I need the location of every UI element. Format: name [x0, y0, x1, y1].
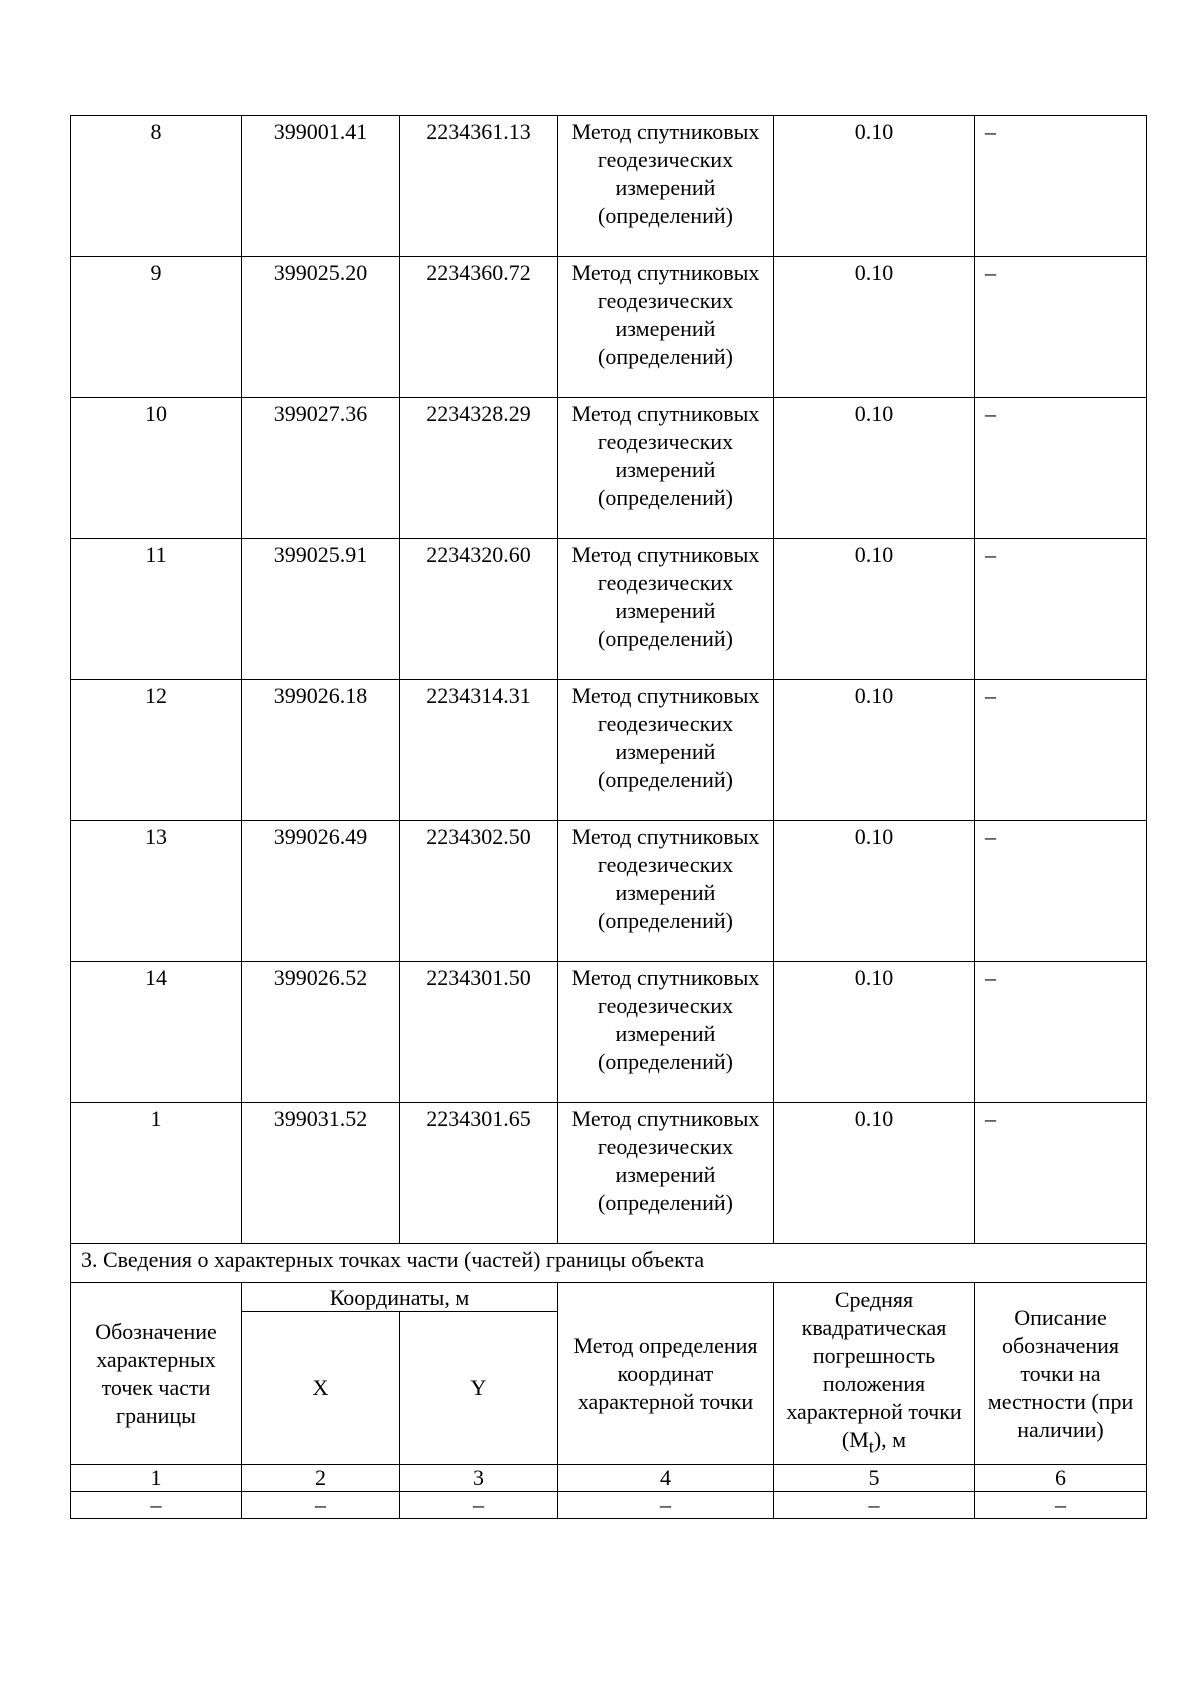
point-description: –	[975, 398, 1147, 539]
coord-x: 399026.18	[242, 680, 400, 821]
header-error	[774, 1283, 975, 1465]
error-value: 0.10	[774, 962, 975, 1103]
coord-x: 399026.52	[242, 962, 400, 1103]
method: Метод спутниковых геодезических измерений (определений)	[558, 680, 774, 821]
method: Метод спутниковых геодезических измерений (определений)	[558, 1103, 774, 1244]
point-description: –	[975, 680, 1147, 821]
method: Метод спутниковых геодезических измерений (определений)	[558, 539, 774, 680]
header-error-sub: t	[868, 1436, 874, 1457]
column-number: 3	[400, 1465, 558, 1492]
empty-cell: –	[558, 1492, 774, 1519]
empty-cell: –	[400, 1492, 558, 1519]
point-id: 8	[71, 116, 242, 257]
header-error-tail: ), м	[873, 1427, 907, 1453]
coord-y: 2234320.60	[400, 539, 558, 680]
header-designation: Обозначение характерных точек части границы	[71, 1283, 242, 1465]
point-id: 9	[71, 257, 242, 398]
header-row	[71, 1283, 1147, 1312]
document-page	[70, 115, 1146, 1519]
header-coordinates: Координаты, м	[242, 1283, 558, 1312]
error-value: 0.10	[774, 680, 975, 821]
coord-x: 399001.41	[242, 116, 400, 257]
header-x: X	[242, 1312, 400, 1465]
empty-cell: –	[242, 1492, 400, 1519]
coord-x: 399027.36	[242, 398, 400, 539]
table-row	[71, 962, 1147, 1103]
coord-y: 2234314.31	[400, 680, 558, 821]
table-row	[71, 398, 1147, 539]
empty-cell: –	[71, 1492, 242, 1519]
table-row	[71, 116, 1147, 257]
header-y: Y	[400, 1312, 558, 1465]
point-id: 11	[71, 539, 242, 680]
point-description: –	[975, 539, 1147, 680]
section-title-row	[71, 1244, 1147, 1283]
column-number: 4	[558, 1465, 774, 1492]
coord-y: 2234301.50	[400, 962, 558, 1103]
method: Метод спутниковых геодезических измерений (определений)	[558, 962, 774, 1103]
table-row	[71, 539, 1147, 680]
point-id: 1	[71, 1103, 242, 1244]
coord-x: 399025.91	[242, 539, 400, 680]
error-value: 0.10	[774, 257, 975, 398]
coord-x: 399026.49	[242, 821, 400, 962]
coord-x: 399025.20	[242, 257, 400, 398]
error-value: 0.10	[774, 116, 975, 257]
column-numbers-row	[71, 1465, 1147, 1492]
table-row	[71, 680, 1147, 821]
point-description: –	[975, 257, 1147, 398]
coord-y: 2234328.29	[400, 398, 558, 539]
column-number: 2	[242, 1465, 400, 1492]
point-description: –	[975, 116, 1147, 257]
table-row	[71, 821, 1147, 962]
column-number: 6	[975, 1465, 1147, 1492]
header-error-main: Средняя квадратическая погрешность положения характерной точки (M	[786, 1287, 962, 1453]
coord-y: 2234360.72	[400, 257, 558, 398]
column-number: 1	[71, 1465, 242, 1492]
point-description: –	[975, 821, 1147, 962]
point-description: –	[975, 1103, 1147, 1244]
method: Метод спутниковых геодезических измерений (определений)	[558, 821, 774, 962]
point-id: 13	[71, 821, 242, 962]
header-method: Метод определения координат характерной точки	[558, 1283, 774, 1465]
error-value: 0.10	[774, 1103, 975, 1244]
point-id: 14	[71, 962, 242, 1103]
coord-y: 2234301.65	[400, 1103, 558, 1244]
section-title: 3. Сведения о характерных точках части (частей) границы объекта	[71, 1244, 1147, 1283]
method: Метод спутниковых геодезических измерений (определений)	[558, 116, 774, 257]
method: Метод спутниковых геодезических измерений (определений)	[558, 398, 774, 539]
table-row	[71, 257, 1147, 398]
table-row	[71, 1103, 1147, 1244]
coord-x: 399031.52	[242, 1103, 400, 1244]
coord-y: 2234302.50	[400, 821, 558, 962]
empty-cell: –	[975, 1492, 1147, 1519]
method: Метод спутниковых геодезических измерений (определений)	[558, 257, 774, 398]
coordinates-table	[70, 115, 1147, 1519]
header-description: Описание обозначения точки на местности (при наличии)	[975, 1283, 1147, 1465]
column-number: 5	[774, 1465, 975, 1492]
point-id: 10	[71, 398, 242, 539]
coord-y: 2234361.13	[400, 116, 558, 257]
error-value: 0.10	[774, 398, 975, 539]
error-value: 0.10	[774, 539, 975, 680]
point-description: –	[975, 962, 1147, 1103]
table-row	[71, 1492, 1147, 1519]
empty-cell: –	[774, 1492, 975, 1519]
point-id: 12	[71, 680, 242, 821]
error-value: 0.10	[774, 821, 975, 962]
